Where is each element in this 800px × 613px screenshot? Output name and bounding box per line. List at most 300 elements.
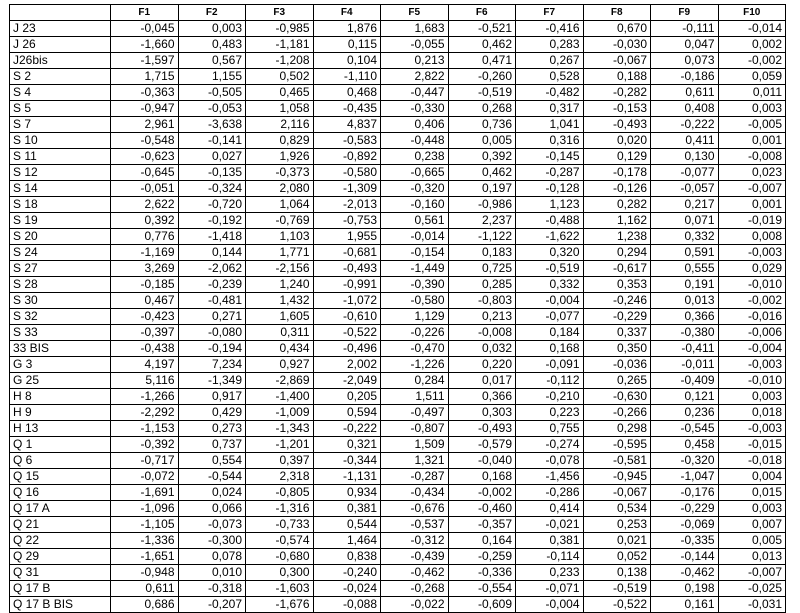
table-cell: -0,016 [718,309,786,325]
header-cell-f9: F9 [651,5,719,21]
header-cell-f3: F3 [246,5,314,21]
table-cell: 0,300 [246,565,314,581]
table-row [10,325,786,341]
table-cell: 5,116 [111,373,179,389]
table-cell: -1,181 [246,37,314,53]
table-row [10,341,786,357]
table-cell: -0,259 [448,549,516,565]
table-cell: 1,155 [178,69,246,85]
table-cell: 0,271 [178,309,246,325]
table-cell: 0,253 [583,517,651,533]
table-cell: 0,198 [651,581,719,597]
header-cell-f8: F8 [583,5,651,21]
table-cell: -0,665 [381,165,449,181]
table-cell: -0,024 [313,581,381,597]
table-cell: 0,059 [718,69,786,85]
table-cell: -0,803 [448,293,516,309]
table-cell: -0,554 [448,581,516,597]
table-cell: 0,332 [651,229,719,245]
table-cell: 0,555 [651,261,719,277]
table-cell: -0,380 [651,325,719,341]
table-cell: 0,023 [718,165,786,181]
table-cell: -0,519 [583,581,651,597]
table-cell: -1,449 [381,261,449,277]
table-cell: -0,194 [178,341,246,357]
table-cell: -0,390 [381,277,449,293]
table-cell: 0,071 [651,213,719,229]
row-label: S 18 [10,197,111,213]
table-row [10,37,786,53]
table-cell: 1,509 [381,437,449,453]
table-cell: -0,071 [516,581,584,597]
table-row [10,549,786,565]
table-cell: -0,178 [583,165,651,181]
table-cell: 0,205 [313,389,381,405]
table-cell: -1,336 [111,533,179,549]
table-cell: 1,955 [313,229,381,245]
table-cell: -0,008 [448,325,516,341]
table-cell: -0,007 [718,181,786,197]
header-cell-f6: F6 [448,5,516,21]
table-cell: 0,282 [583,197,651,213]
table-cell: 1,605 [246,309,314,325]
table-cell: 0,047 [651,37,719,53]
table-cell: 0,829 [246,133,314,149]
table-cell: -0,320 [651,453,719,469]
table-cell: -0,545 [651,421,719,437]
table-cell: -0,300 [178,533,246,549]
row-label: S 5 [10,101,111,117]
table-cell: -0,630 [583,389,651,405]
table-cell: 0,554 [178,453,246,469]
table-cell: -1,456 [516,469,584,485]
table-cell: -1,597 [111,53,179,69]
table-cell: 0,191 [651,277,719,293]
table-cell: -1,418 [178,229,246,245]
table-cell: -0,240 [313,565,381,581]
table-cell: -0,015 [718,437,786,453]
table-cell: 0,381 [516,533,584,549]
table-cell: -0,720 [178,197,246,213]
table-row [10,421,786,437]
table-cell: -0,088 [313,597,381,613]
row-label: S 4 [10,85,111,101]
table-cell: -0,210 [516,389,584,405]
table-cell: -1,110 [313,69,381,85]
table-cell: -0,497 [381,405,449,421]
table-cell: -0,004 [516,597,584,613]
table-cell: -0,579 [448,437,516,453]
table-cell: -0,522 [313,325,381,341]
table-cell: 7,234 [178,357,246,373]
table-cell: -0,014 [718,21,786,37]
table-cell: -0,617 [583,261,651,277]
table-cell: -0,363 [111,85,179,101]
table-cell: 0,130 [651,149,719,165]
table-cell: -0,185 [111,277,179,293]
row-label: S 14 [10,181,111,197]
table-cell: -0,010 [718,373,786,389]
table-cell: -0,623 [111,149,179,165]
table-cell: -0,991 [313,277,381,293]
table-cell: -0,067 [583,53,651,69]
row-label: Q 29 [10,549,111,565]
table-cell: 2,116 [246,117,314,133]
table-cell: 0,594 [313,405,381,421]
table-cell: 2,822 [381,69,449,85]
table-cell: 1,432 [246,293,314,309]
table-cell: 0,010 [178,565,246,581]
row-label: S 20 [10,229,111,245]
header-cell-blank [10,5,111,21]
table-cell: -1,676 [246,597,314,613]
table-cell: -2,292 [111,405,179,421]
table-cell: -0,004 [718,341,786,357]
table-cell: 1,064 [246,197,314,213]
table-cell: 0,013 [718,549,786,565]
table-cell: -0,077 [516,309,584,325]
table-cell: 0,005 [718,533,786,549]
table-cell: -0,423 [111,309,179,325]
table-cell: 2,622 [111,197,179,213]
table-cell: -1,201 [246,437,314,453]
table-cell: 0,213 [448,309,516,325]
table-cell: -0,493 [448,421,516,437]
table-cell: 0,273 [178,421,246,437]
table-cell: 0,303 [448,405,516,421]
table-cell: 0,408 [651,101,719,117]
table-cell: 0,411 [651,133,719,149]
table-cell: 0,223 [516,405,584,421]
table-cell: 2,961 [111,117,179,133]
table-cell: 0,024 [178,485,246,501]
table-header [10,5,786,21]
table-body [10,21,786,613]
table-cell: 0,183 [448,245,516,261]
table-cell: 0,776 [111,229,179,245]
table-cell: 0,005 [448,133,516,149]
table-cell: -0,519 [516,261,584,277]
table-cell: -0,045 [111,21,179,37]
table-cell: -0,022 [381,597,449,613]
table-cell: -0,986 [448,197,516,213]
table-cell: -0,583 [313,133,381,149]
table-cell: -2,869 [246,373,314,389]
table-cell: -0,014 [381,229,449,245]
table-cell: -0,229 [651,501,719,517]
table-cell: 0,725 [448,261,516,277]
table-cell: -0,112 [516,373,584,389]
row-label: J 26 [10,37,111,53]
table-cell: 0,686 [111,597,179,613]
table-cell: -0,447 [381,85,449,101]
row-label: Q 17 A [10,501,111,517]
table-cell: -3,638 [178,117,246,133]
table-cell: -0,055 [381,37,449,53]
table-cell: 0,188 [583,69,651,85]
table-cell: -0,416 [516,21,584,37]
table-cell: -0,226 [381,325,449,341]
row-label: H 8 [10,389,111,405]
table-cell: -0,266 [583,405,651,421]
table-cell: 0,737 [178,437,246,453]
table-cell: -1,047 [651,469,719,485]
header-cell-f5: F5 [381,5,449,21]
table-cell: -0,595 [583,437,651,453]
table-cell: -0,392 [111,437,179,453]
table-cell: -1,651 [111,549,179,565]
table-cell: 0,168 [448,469,516,485]
table-cell: 0,381 [313,501,381,517]
table-cell: 0,015 [718,485,786,501]
table-cell: 0,066 [178,501,246,517]
table-cell: 0,366 [448,389,516,405]
table-cell: -0,287 [381,469,449,485]
table-cell: 0,213 [381,53,449,69]
table-cell: 0,414 [516,501,584,517]
row-label: G 3 [10,357,111,373]
table-cell: -0,481 [178,293,246,309]
table-cell: -0,040 [448,453,516,469]
row-label: Q 15 [10,469,111,485]
table-cell: 0,027 [178,149,246,165]
table-cell: -0,286 [516,485,584,501]
table-row [10,565,786,581]
table-cell: 0,161 [651,597,719,613]
table-cell: 0,138 [583,565,651,581]
table-cell: -0,753 [313,213,381,229]
table-cell: -0,439 [381,549,449,565]
table-row [10,357,786,373]
table-cell: 0,591 [651,245,719,261]
table-cell: -0,114 [516,549,584,565]
row-label: J 23 [10,21,111,37]
table-cell: 0,032 [448,341,516,357]
table-cell: -2,013 [313,197,381,213]
table-cell: -0,892 [313,149,381,165]
table-cell: -0,493 [583,117,651,133]
table-cell: -0,077 [651,165,719,181]
table-cell: -0,239 [178,277,246,293]
table-cell: 0,311 [246,325,314,341]
table-cell: -0,008 [718,149,786,165]
table-cell: -0,336 [448,565,516,581]
table-cell: 0,217 [651,197,719,213]
table-cell: 0,502 [246,69,314,85]
table-cell: 0,465 [246,85,314,101]
table-cell: 0,611 [651,85,719,101]
table-cell: -0,733 [246,517,314,533]
row-label: J26bis [10,53,111,69]
table-cell: 1,683 [381,21,449,37]
table-cell: -0,609 [448,597,516,613]
table-cell: -0,246 [583,293,651,309]
table-cell: -2,156 [246,261,314,277]
table-cell: -0,537 [381,517,449,533]
table-cell: 1,058 [246,101,314,117]
table-cell: -0,462 [381,565,449,581]
table-cell: -0,222 [651,117,719,133]
table-cell: 0,934 [313,485,381,501]
table-cell: -0,021 [516,517,584,533]
table-cell: -0,434 [381,485,449,501]
table-cell: 0,236 [651,405,719,421]
header-cell-f10: F10 [718,5,786,21]
table-cell: -0,126 [583,181,651,197]
table-cell: -0,947 [111,101,179,117]
table-cell: 0,021 [583,533,651,549]
table-row [10,53,786,69]
table-cell: 0,317 [516,101,584,117]
table-cell: -0,717 [111,453,179,469]
table-cell: 0,670 [583,21,651,37]
table-cell: -0,145 [516,149,584,165]
table-cell: -0,522 [583,597,651,613]
table-row [10,261,786,277]
factor-scores-table [9,4,786,613]
table-cell: 0,007 [718,517,786,533]
row-label: S 12 [10,165,111,181]
table-cell: 0,265 [583,373,651,389]
row-label: Q 21 [10,517,111,533]
table-cell: 0,238 [381,149,449,165]
table-cell: -2,049 [313,373,381,389]
table-cell: -0,002 [718,53,786,69]
table-cell: -0,645 [111,165,179,181]
table-cell: -0,805 [246,485,314,501]
row-label: S 11 [10,149,111,165]
table-cell: -0,505 [178,85,246,101]
table-cell: -0,003 [718,357,786,373]
row-label: Q 31 [10,565,111,581]
row-label: S 19 [10,213,111,229]
table-row [10,533,786,549]
header-cell-f7: F7 [516,5,584,21]
table-cell: 1,129 [381,309,449,325]
table-cell: -0,482 [516,85,584,101]
table-cell: -0,318 [178,581,246,597]
table-cell: -0,581 [583,453,651,469]
row-label: S 33 [10,325,111,341]
table-cell: 1,103 [246,229,314,245]
table-cell: -0,397 [111,325,179,341]
table-cell: -1,343 [246,421,314,437]
table-cell: -0,282 [583,85,651,101]
table-cell: 4,837 [313,117,381,133]
table-cell: 0,004 [718,469,786,485]
table-row [10,149,786,165]
table-cell: -2,062 [178,261,246,277]
table-cell: 0,267 [516,53,584,69]
table-cell: -1,105 [111,517,179,533]
table-cell: 0,285 [448,277,516,293]
table-cell: 0,294 [583,245,651,261]
table-row [10,117,786,133]
table-cell: -0,222 [313,421,381,437]
table-cell: -0,160 [381,197,449,213]
table-row [10,501,786,517]
table-cell: -0,357 [448,517,516,533]
table-row [10,373,786,389]
table-cell: -0,031 [718,597,786,613]
header-cell-f2: F2 [178,5,246,21]
table-cell: -0,141 [178,133,246,149]
table-cell: -0,521 [448,21,516,37]
table-cell: -0,681 [313,245,381,261]
table-cell: 4,197 [111,357,179,373]
table-cell: -0,003 [718,421,786,437]
table-cell: -0,030 [583,37,651,53]
table-cell: 0,392 [111,213,179,229]
table-cell: 0,458 [651,437,719,453]
table-cell: -0,580 [313,165,381,181]
table-row [10,21,786,37]
table-cell: -0,053 [178,101,246,117]
table-cell: 0,003 [718,389,786,405]
table-cell: 1,240 [246,277,314,293]
row-label: S 28 [10,277,111,293]
table-cell: 2,237 [448,213,516,229]
table-cell: -1,266 [111,389,179,405]
table-cell: -1,660 [111,37,179,53]
table-cell: -0,036 [583,357,651,373]
table-cell: -1,169 [111,245,179,261]
row-label: Q 1 [10,437,111,453]
table-cell: 0,298 [583,421,651,437]
table-cell: 0,544 [313,517,381,533]
table-cell: 0,002 [718,37,786,53]
table-cell: 0,129 [583,149,651,165]
table-cell: 0,320 [516,245,584,261]
table-cell: -0,002 [448,485,516,501]
table-cell: 0,353 [583,277,651,293]
table-row [10,69,786,85]
table-cell: 1,876 [313,21,381,37]
table-cell: 0,001 [718,197,786,213]
table-cell: 0,073 [651,53,719,69]
table-cell: -0,460 [448,501,516,517]
table-cell: -0,018 [718,453,786,469]
table-cell: 0,144 [178,245,246,261]
table-cell: -0,229 [583,309,651,325]
table-cell: -1,096 [111,501,179,517]
table-cell: 0,471 [448,53,516,69]
table-cell: -0,073 [178,517,246,533]
table-cell: -0,153 [583,101,651,117]
row-label: S 7 [10,117,111,133]
table-cell: -0,051 [111,181,179,197]
factor-scores-table-container [9,4,786,613]
table-cell: 1,162 [583,213,651,229]
header-cell-f4: F4 [313,5,381,21]
header-row [10,5,786,21]
table-cell: 1,715 [111,69,179,85]
table-cell: -0,409 [651,373,719,389]
table-row [10,133,786,149]
table-cell: -0,580 [381,293,449,309]
table-cell: 0,020 [583,133,651,149]
table-cell: 0,392 [448,149,516,165]
table-cell: 3,269 [111,261,179,277]
table-cell: 0,283 [516,37,584,53]
table-cell: -1,153 [111,421,179,437]
table-cell: 0,284 [381,373,449,389]
table-cell: -0,144 [651,549,719,565]
table-row [10,181,786,197]
table-cell: -0,006 [718,325,786,341]
table-cell: -0,005 [718,117,786,133]
row-label: H 9 [10,405,111,421]
